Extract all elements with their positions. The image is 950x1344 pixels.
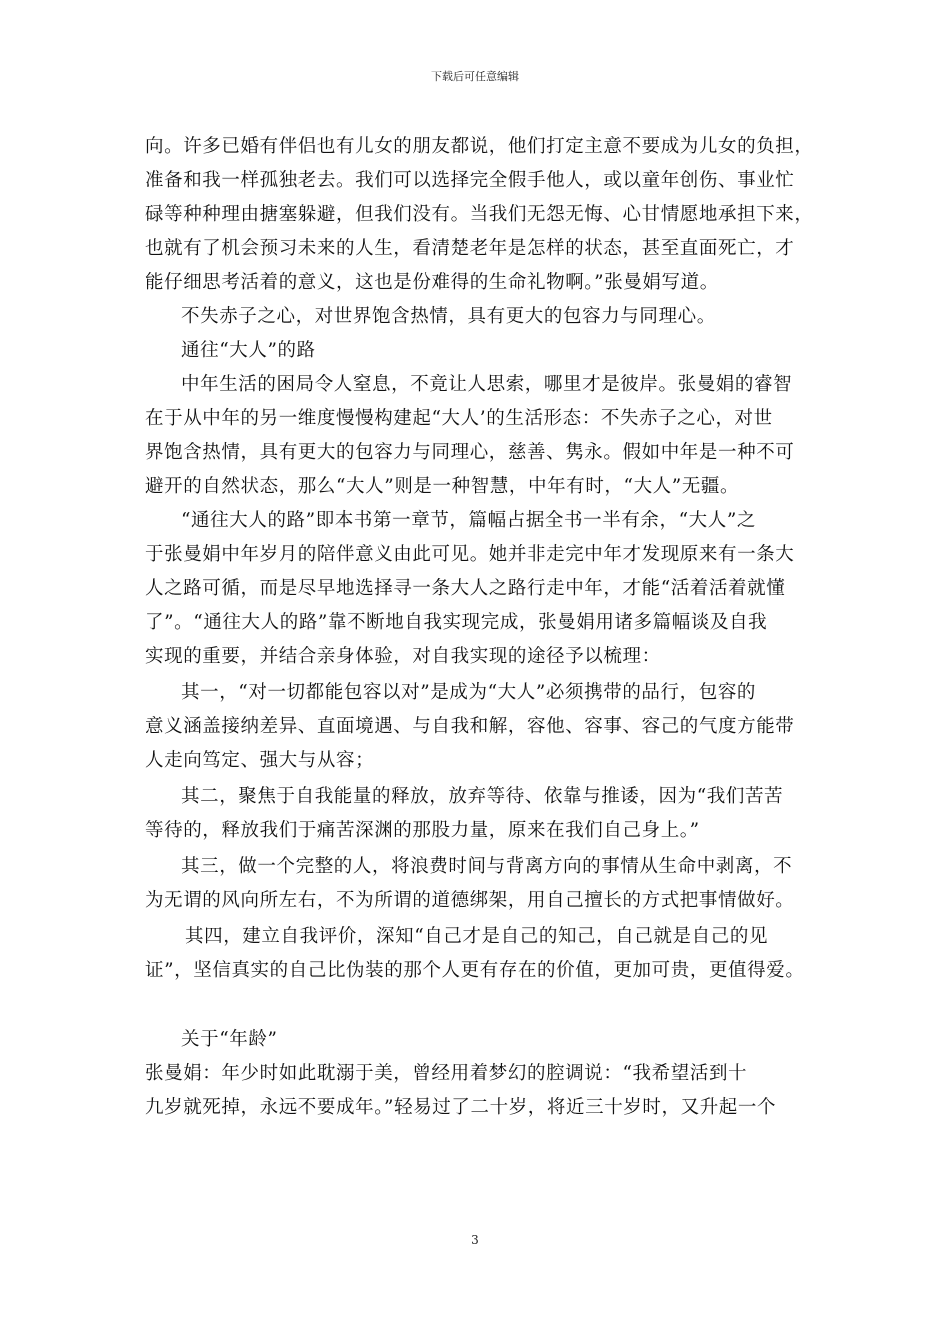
text-line: 人走向笃定、强大与从容； xyxy=(145,750,375,771)
section-heading: 关于“年龄” xyxy=(181,1029,278,1050)
page-number: 3 xyxy=(471,1233,479,1247)
text-line: 在于从中年的另一维度慢慢构建起“大人’的生活形态：不失赤子之心，对世 xyxy=(145,408,773,429)
text-line: 实现的重要，并结合亲身体验，对自我实现的途径予以梳理： xyxy=(145,646,661,667)
text-line: 避开的自然状态，那么“大人”则是一种智慧，中年有时，“大人”无疆。 xyxy=(145,476,740,497)
text-line: 其四，建立自我评价，深知“自己才是自己的知己，自己就是自己的见 xyxy=(185,926,769,947)
text-line: 其一，“对一切都能包容以对”是成为“大人”必须携带的品行，包容的 xyxy=(181,682,757,703)
page-header: 下载后可任意编辑 xyxy=(431,70,519,83)
text-line: 准备和我一样孤独老去。我们可以选择完全假手他人，或以童年创伤、事业忙 xyxy=(145,170,795,191)
text-line: 于张曼娟中年岁月的陪伴意义由此可见。她并非走完中年才发现原来有一条大 xyxy=(145,544,795,565)
text-line: 中年生活的困局令人窒息，不竟让人思索，哪里才是彼岸。张曼娟的睿智 xyxy=(181,374,793,395)
text-line: 等待的，释放我们于痛苦深渊的那股力量，原来在我们自己身上。” xyxy=(145,820,700,841)
text-line: 能仔细思考活着的意义，这也是份难得的生命礼物啊。”张曼娟写道。 xyxy=(145,272,719,293)
text-line: 张曼娟：年少时如此耽溺于美，曾经用着梦幻的腔调说：“我希望活到十 xyxy=(145,1063,748,1084)
text-line: 也就有了机会预习未来的人生，看清楚老年是怎样的状态，甚至直面死亡，才 xyxy=(145,238,795,259)
text-line: 人之路可循，而是尽早地选择寻一条大人之路行走中年，才能“活着活着就懂 xyxy=(145,578,786,599)
text-line: 九岁就死掉，永远不要成年。”轻易过了二十岁，将近三十岁时，又升起一个 xyxy=(145,1097,777,1118)
text-line: 证”，坚信真实的自己比伪装的那个人更有存在的价值，更加可贵，更值得爱。 xyxy=(145,960,805,981)
text-line: “通往大人的路”即本书第一章节，篇幅占据全书一半有余，“大人”之 xyxy=(181,510,757,531)
text-line: 不失赤子之心，对世界饱含热情，具有更大的包容力与同理心。 xyxy=(181,306,716,327)
text-line: 其二，聚焦于自我能量的释放，放弃等待、依靠与推诿，因为“我们苦苦 xyxy=(181,786,784,807)
text-line: 意义涵盖接纳差异、直面境遇、与自我和解，容他、容事、容己的气度方能带 xyxy=(145,716,795,737)
text-line: 界饱含热情，具有更大的包容力与同理心，慈善、隽永。假如中年是一种不可 xyxy=(145,442,795,463)
text-line: 向。许多已婚有伴侣也有儿女的朋友都说，他们打定主意不要成为儿女的负担， xyxy=(145,136,814,157)
text-line: 为无谓的风向所左右，不为所谓的道德绑架，用自己擅长的方式把事情做好。 xyxy=(145,890,795,911)
text-line: 其三，做一个完整的人，将浪费时间与背离方向的事情从生命中剥离，不 xyxy=(181,856,793,877)
section-heading: 通往“大人”的路 xyxy=(181,340,316,361)
text-line: 碌等种种理由搪塞躲避，但我们没有。当我们无怨无悔、心甘情愿地承担下来， xyxy=(145,204,814,225)
text-line: 了”。“通往大人的路”靠不断地自我实现完成，张曼娟用诸多篇幅谈及自我 xyxy=(145,612,768,633)
